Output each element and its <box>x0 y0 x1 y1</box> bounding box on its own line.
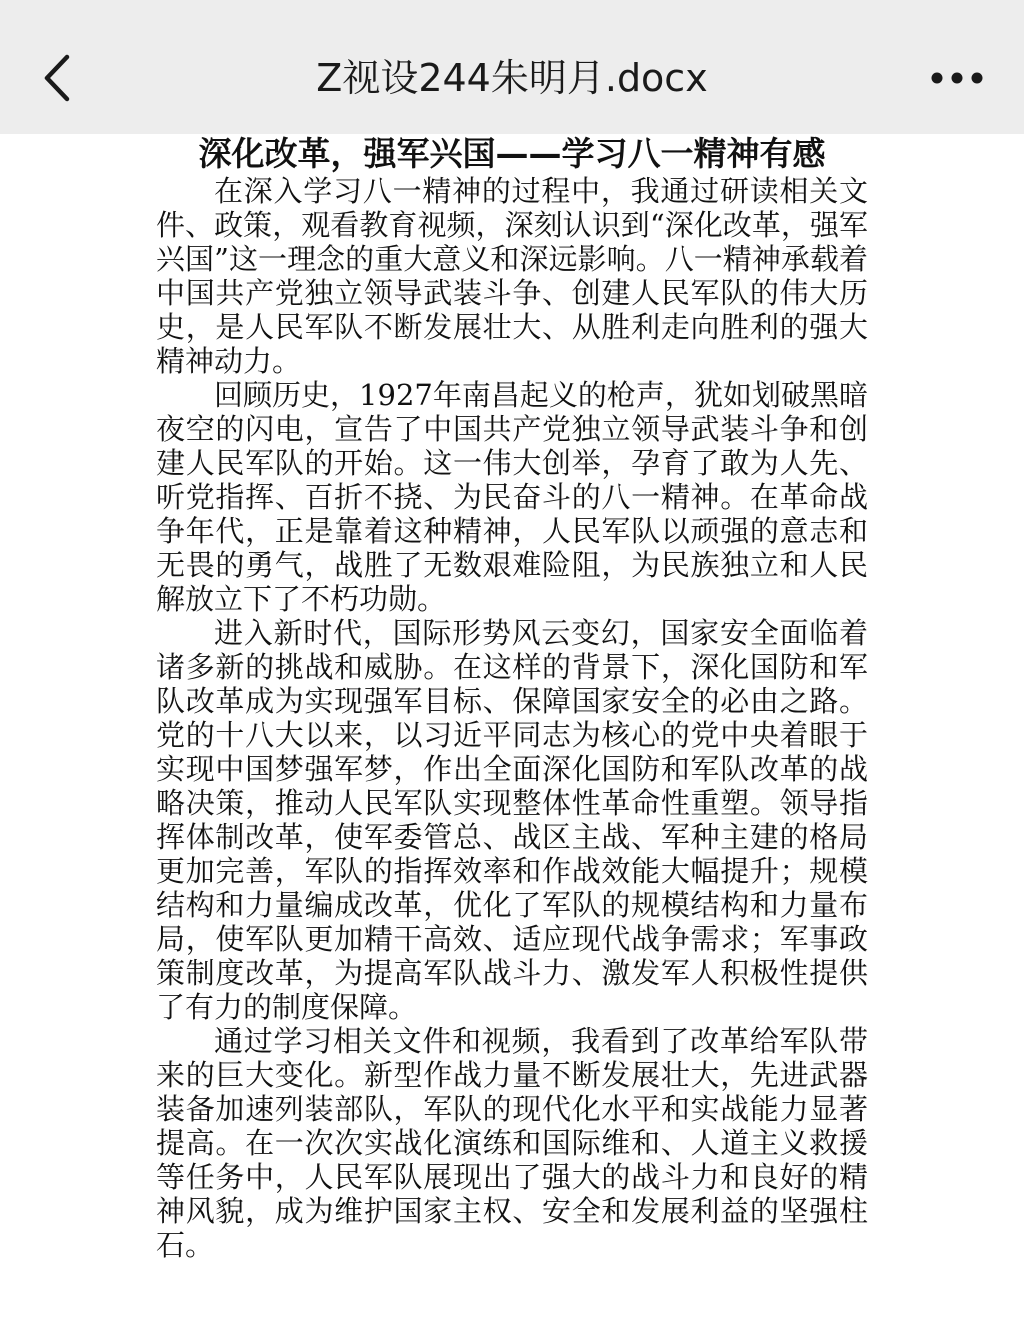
more-button[interactable] <box>912 46 1002 110</box>
document-content[interactable] <box>156 134 868 1339</box>
paragraph-3: 进入新时代，国际形势风云变幻，国家安全面临着诸多新的挑战和威胁。在这样的背景下，深化国防和军队改革成为实现强军目标、保障国家安全的必由之路。党的十八大以来，以习近平同志为核心的党中央着眼于实现中国梦强军梦，作出全面深化国防和军队改革的战略决策，推动人民军队实现整体性革命性重塑。领导指挥体制改革，使军委管总、战区主战、军种主建的格局更加完善，军队的指挥效率和作战效能大幅提升；规模结构和力量编成改革，优化了军队的规模结构和力量布局，使军队更加精干高效、适应现代战争需求；军事政策制度改革，为提高军队战斗力、激发军人积极性提供了有力的制度保障。 <box>156 616 868 1024</box>
more-horizontal-icon <box>929 70 985 86</box>
document-title: Z视设244朱明月.docx <box>316 56 708 100</box>
back-button[interactable] <box>22 40 92 116</box>
paragraph-2: 回顾历史，1927年南昌起义的枪声，犹如划破黑暗夜空的闪电，宣告了中国共产党独立领导武装斗争和创建人民军队的开始。这一伟大创举，孕育了敢为人先、听党指挥、百折不挠、为民奋斗的八一精神。在革命战争年代，正是靠着这种精神，人民军队以顽强的意志和无畏的勇气，战胜了无数艰难险阻，为民族独立和人民解放立下了不朽功勋。 <box>156 378 868 616</box>
chevron-left-icon <box>39 52 75 104</box>
paragraph-1: 在深入学习八一精神的过程中，我通过研读相关文件、政策，观看教育视频，深刻认识到“深化改革，强军兴国”这一理念的重大意义和深远影响。八一精神承载着中国共产党独立领导武装斗争、创建人民军队的伟大历史，是人民军队不断发展壮大、从胜利走向胜利的强大精神动力。 <box>156 174 868 378</box>
nav-bar <box>0 0 1024 134</box>
paragraph-4: 通过学习相关文件和视频，我看到了改革给军队带来的巨大变化。新型作战力量不断发展壮大，先进武器装备加速列装部队，军队的现代化水平和实战能力显著提高。在一次次实战化演练和国际维和、人道主义救援等任务中，人民军队展现出了强大的战斗力和良好的精神风貌，成为维护国家主权、安全和发展利益的坚强柱石。 <box>156 1024 868 1262</box>
article-title: 深化改革，强军兴国——学习八一精神有感 <box>198 134 826 173</box>
